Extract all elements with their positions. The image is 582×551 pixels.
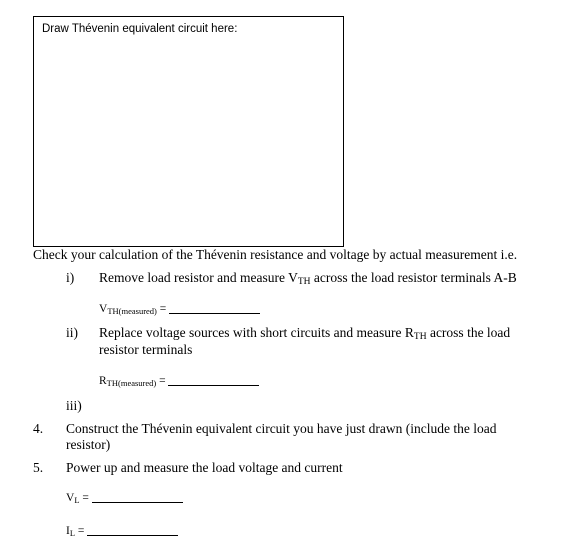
step-5-number: 5. (33, 460, 44, 475)
rth-sub: TH(measured) (106, 378, 157, 388)
step-4-line2: resistor) (66, 437, 111, 452)
rth-var: R (99, 375, 107, 387)
item-ii-line2: resistor terminals (99, 342, 193, 357)
item-ii-line1 (99, 325, 510, 341)
intro-text: Check your calculation of the Thévenin resistance and voltage by actual measurement i.e. (33, 247, 518, 262)
item-i-text-before: Remove load resistor and measure V (99, 270, 298, 285)
rth-sign: = (156, 375, 166, 387)
il-sign: = (75, 525, 85, 537)
item-ii-sub: TH (413, 332, 427, 342)
vl-sub: L (74, 495, 80, 505)
vth-measured-equation (99, 303, 260, 315)
drawing-box-label: Draw Thévenin equivalent circuit here: (42, 23, 238, 35)
item-i-number: i) (66, 270, 75, 285)
vl-sign: = (79, 492, 89, 504)
vth-sign: = (156, 303, 167, 315)
rth-measured-equation (99, 375, 259, 387)
vth-measured-blank[interactable] (169, 312, 260, 314)
item-i-text-sub: TH (297, 277, 311, 287)
rth-measured-blank[interactable] (168, 384, 259, 386)
item-ii-number: ii) (66, 325, 78, 340)
item-i-text (99, 270, 517, 286)
il-blank[interactable] (87, 534, 178, 536)
vl-var: V (66, 492, 75, 504)
il-var: I (66, 525, 70, 537)
il-equation (66, 525, 178, 537)
vl-equation (66, 492, 183, 504)
step-4-number: 4. (33, 421, 44, 436)
thevenin-drawing-box[interactable] (33, 16, 344, 247)
item-ii-before: Replace voltage sources with short circuits and measure R (99, 325, 414, 340)
vth-var: V (99, 303, 108, 315)
il-sub: L (69, 528, 76, 538)
step-4-line1: Construct the Thévenin equivalent circuit you have just drawn (include the load (66, 421, 497, 436)
item-i-text-after: across the load resistor terminals A-B (310, 270, 517, 285)
step-5-line1: Power up and measure the load voltage and current (66, 460, 343, 475)
item-ii-after: across the load (426, 325, 511, 340)
vth-sub: TH(measured) (107, 306, 157, 316)
item-iii-number: iii) (66, 398, 82, 413)
vl-blank[interactable] (92, 501, 183, 503)
